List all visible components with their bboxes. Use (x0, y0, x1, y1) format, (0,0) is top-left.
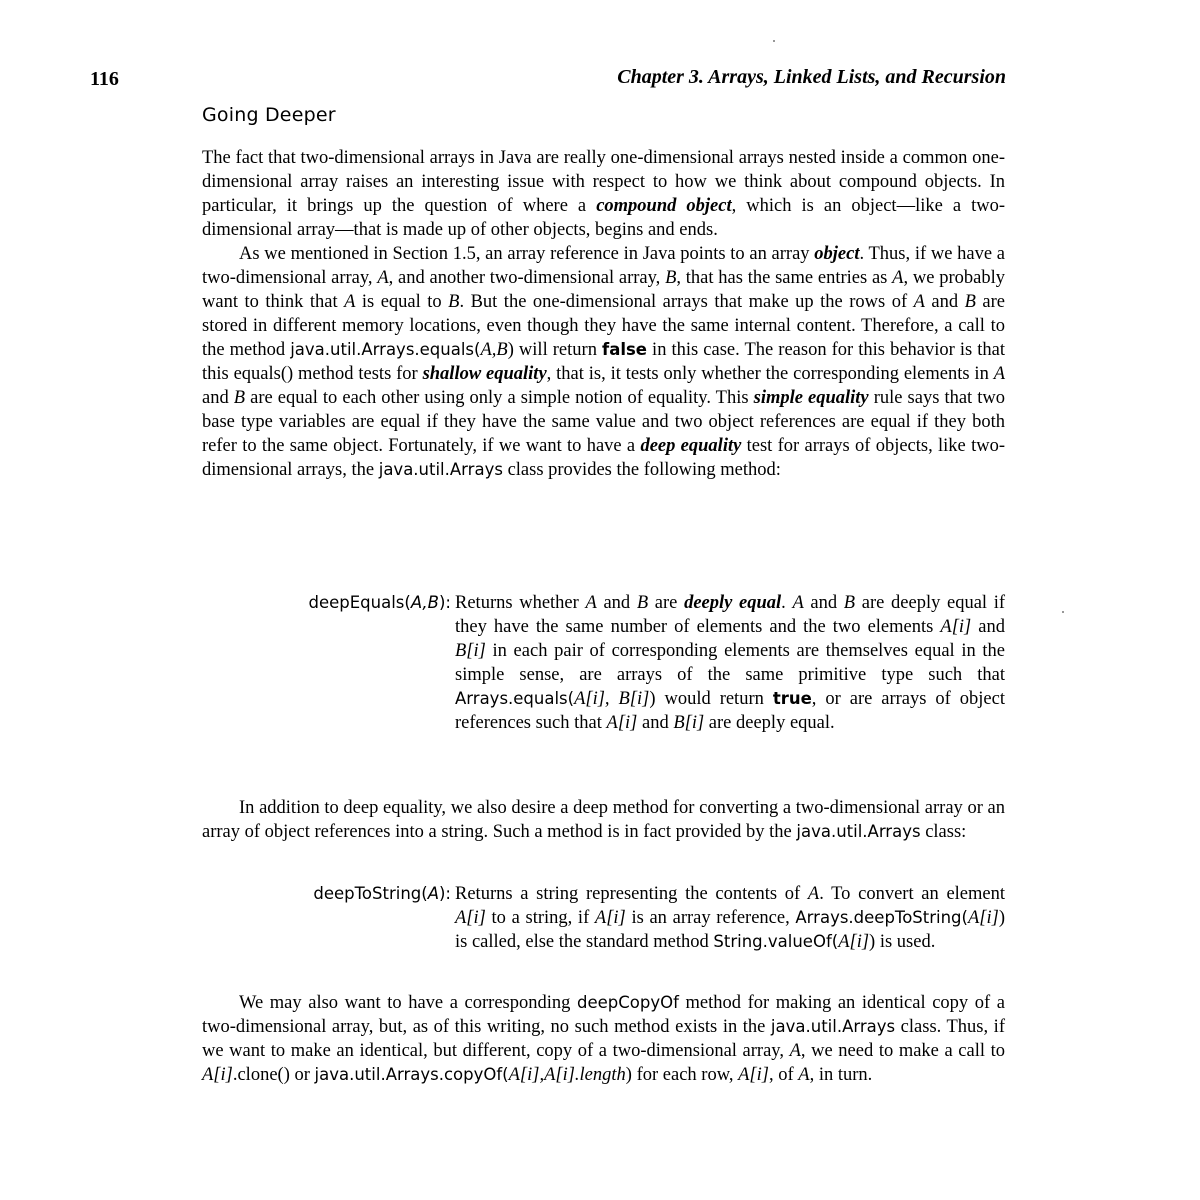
text-run: ) (649, 689, 656, 709)
term-simple-equality: simple equality (753, 388, 869, 408)
math-var: A (798, 1065, 810, 1085)
text-run: in this case. The reason for this behavior is that this equals() method tests for (202, 340, 1005, 384)
code-arrays-equals: Arrays.equals( (455, 689, 575, 708)
text-run: Returns whether (455, 593, 586, 613)
text-run: in each pair of corresponding elements are themselves equal in the simple sense, are arrays of the same primitive type such that (455, 641, 1005, 685)
math-var: A (585, 593, 597, 613)
code-arrays-class: java.util.Arrays (770, 1017, 896, 1036)
math-var: A[i] (455, 908, 486, 928)
text-run: ): (439, 593, 451, 612)
chapter-running-head: Chapter 3. Arrays, Linked Lists, and Recursion (617, 66, 1006, 88)
math-var: A (792, 593, 804, 613)
code-copy-of: java.util.Arrays.copyOf( (314, 1065, 509, 1084)
keyword-true: true (772, 689, 812, 708)
text-run: is equal to (355, 292, 449, 312)
math-var: A (789, 1041, 801, 1061)
code-arrays-class: java.util.Arrays (378, 460, 503, 479)
math-var: B (964, 292, 976, 312)
method-name-deep-equals (308, 591, 451, 615)
text-run: or (289, 1065, 315, 1085)
text-run: deepEquals( (308, 593, 411, 612)
math-var: A (892, 268, 904, 288)
math-var: A[i] (738, 1065, 769, 1085)
text-run: . To convert an element (819, 884, 1006, 904)
text-run: . Thus, if we have a two-dimensional array, (202, 244, 1005, 288)
text-run: and (637, 713, 674, 733)
math-var: B (843, 593, 856, 613)
method-name-deep-to-string (313, 882, 451, 906)
text-run: and (924, 292, 965, 312)
math-var: A (993, 364, 1005, 384)
text-run: are (648, 593, 685, 613)
math-var: B (233, 388, 246, 408)
text-run: class provides the following method: (502, 460, 781, 480)
text-run: will return (513, 340, 603, 360)
method-description-deep-equals (455, 591, 1005, 735)
text-run: , in turn. (809, 1065, 873, 1085)
math-var: B (665, 268, 677, 288)
text-run: . But the one-dimensional arrays that make up the rows of (459, 292, 914, 312)
text-run: .clone() (232, 1065, 290, 1085)
section-heading: Going Deeper (202, 104, 336, 126)
paragraph-deep-to-string-intro (202, 796, 1005, 844)
text-run: . (781, 593, 793, 613)
math-var: A[i] (940, 617, 972, 637)
text-run: is an array reference, (625, 908, 796, 928)
math-var: A (344, 292, 356, 312)
text-run: class: (920, 822, 967, 842)
math-var: B (636, 593, 649, 613)
body-text-block (202, 146, 1005, 482)
text-run: for each row, (631, 1065, 739, 1085)
text-run: and (202, 388, 234, 408)
term-deep-equality: deep equality (640, 436, 742, 456)
text-run: class. Thus, if we want to make an identical, but different, copy of a two-dimensional array, (202, 1017, 1005, 1061)
text-run: deepToString( (313, 884, 428, 903)
scan-speck (773, 40, 775, 42)
paragraph-deep-copy (202, 991, 1005, 1087)
term-compound-object: compound object (596, 196, 732, 216)
term-object: object (814, 244, 860, 264)
body-text-block (202, 796, 1005, 844)
math-var: A[i] (967, 908, 999, 928)
text-run: test for arrays of objects, like two-dimensional arrays, the (202, 436, 1005, 480)
text-run: We may also want to have a corresponding (239, 993, 577, 1013)
text-run: method for making an identical copy of a two-dimensional array, but, as of this writing, no such method exists in the (202, 993, 1005, 1037)
text-run: rule says that two base type variables are equal if they have the same value and two object references are equal if they both refer to the same object. Fortunately, if we want to have a (202, 388, 1006, 456)
math-var: A (377, 268, 389, 288)
text-run: to a string, if (485, 908, 595, 928)
text-run: ) (869, 932, 876, 952)
math-var: A[i] (838, 932, 870, 952)
page-number: 116 (90, 68, 119, 90)
math-var: A[i] (202, 1065, 233, 1085)
code-deep-to-string: Arrays.deepToString( (795, 908, 968, 927)
text-run: , and another two-dimensional array, (388, 268, 666, 288)
term-shallow-equality: shallow equality (422, 364, 547, 384)
math-var: B[i] (455, 641, 486, 661)
text-run: is called, else the standard method (455, 932, 714, 952)
math-var: A[i], B[i] (574, 689, 650, 709)
text-run: are stored in different memory locations, even though they have the same internal content. Therefore, a call to the method (202, 292, 1005, 360)
text-run: As we mentioned in Section 1.5, an array reference in Java points to an array (239, 244, 815, 264)
code-equals-call: java.util.Arrays.equals( (290, 340, 481, 359)
keyword-false: false (602, 340, 647, 359)
paragraph-compound-objects (202, 146, 1005, 242)
text-run: ) (998, 908, 1005, 928)
math-var: B (448, 292, 460, 312)
text-run: would return (655, 689, 773, 709)
method-description-deep-to-string (455, 882, 1005, 954)
text-run: are equal to each other using only a simple notion of equality. This (245, 388, 754, 408)
math-var: A,B (410, 593, 439, 612)
text-run: is used. (875, 932, 936, 952)
body-text-block (202, 991, 1005, 1087)
text-run: , that has the same entries as (676, 268, 893, 288)
paragraph-array-equality (202, 242, 1005, 482)
term-deeply-equal: deeply equal (684, 593, 782, 613)
text-run: Returns a string representing the contents of (455, 884, 808, 904)
text-run: , we probably want to think that (202, 268, 1005, 312)
text-run: , which is an object—like a two-dimensional array—that is made up of other objects, begins and ends. (202, 196, 1005, 240)
math-var: A[i],A[i].length (508, 1065, 626, 1085)
text-run: , that is, it tests only whether the corresponding elements in (546, 364, 994, 384)
text-run: , we need to make a call to (800, 1041, 1005, 1061)
math-var: A[i] (606, 713, 638, 733)
text-run: ) (625, 1065, 632, 1085)
math-var: B[i] (673, 713, 705, 733)
math-var: A (913, 292, 925, 312)
math-var: A (807, 884, 820, 904)
text-run: and (596, 593, 637, 613)
code-value-of: String.valueOf( (713, 932, 839, 951)
text-run: , of (768, 1065, 799, 1085)
scan-speck (1062, 611, 1064, 613)
text-run: and (971, 617, 1005, 637)
text-run: are deeply equal if they have the same number of elements and the two elements (455, 593, 1006, 637)
text-run: and (803, 593, 844, 613)
math-var: A[i] (594, 908, 626, 928)
text-run: ) (507, 340, 514, 360)
code-arrays-class: java.util.Arrays (796, 822, 921, 841)
text-run: In addition to deep equality, we also desire a deep method for converting a two-dimensional array or an array of object references into a string. Such a method is in fact provided by the (202, 798, 1005, 842)
code-deep-copy-of: deepCopyOf (576, 993, 679, 1012)
math-var: A (427, 884, 439, 903)
text-run: The fact that two-dimensional arrays in Java are really one-dimensional arrays nested inside a common one-dimensional array raises an interesting issue with respect to how we think about compound objects. In particular, it brings up the question of where a (202, 148, 1005, 216)
text-run: , or are arrays of object references such that (455, 689, 1005, 733)
math-var: A,B (480, 340, 508, 360)
text-run: ): (439, 884, 451, 903)
text-run: are deeply equal. (704, 713, 835, 733)
